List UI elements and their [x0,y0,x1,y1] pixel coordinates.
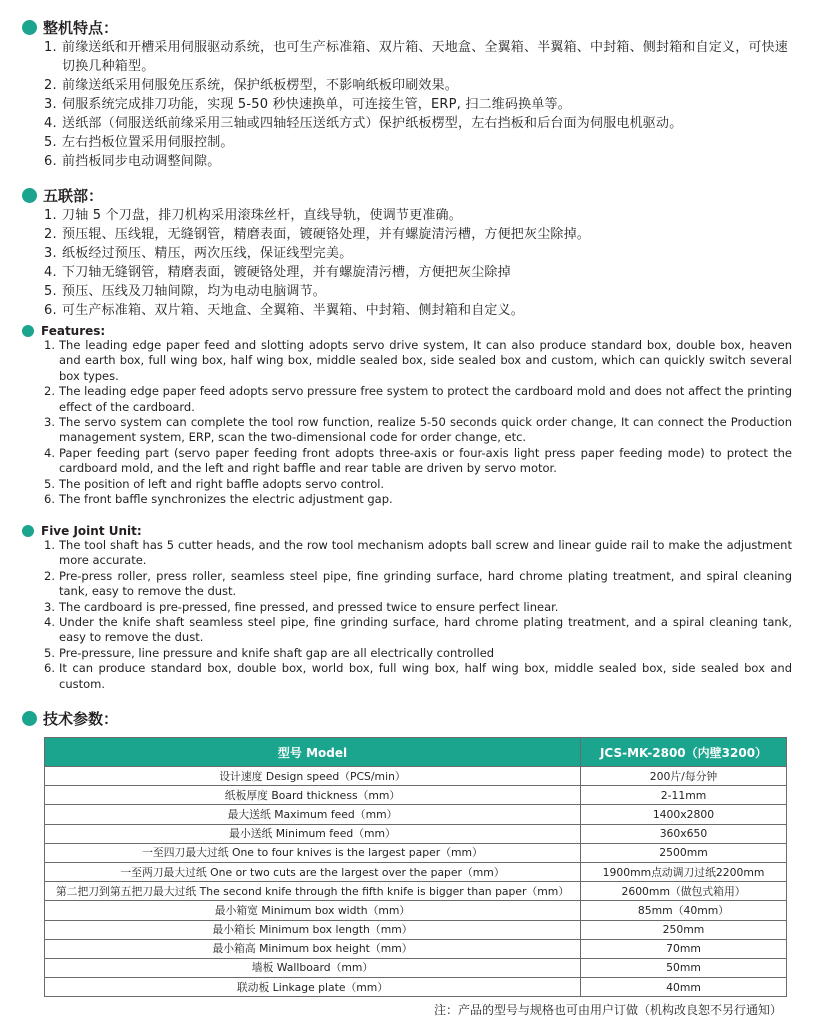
spec-parameter: 纸板厚度 Board thickness（mm） [45,786,581,805]
features-en-section [22,324,792,507]
five-en-section [22,524,792,692]
list-item-text: 前缘送纸和开槽采用伺服驱动系统，也可生产标准箱、双片箱、天地盒、全翼箱、半翼箱、中封箱、侧封箱和自定义，可快速切换几种箱型。 [62,40,789,74]
list-item-number: 4. [44,116,57,131]
spec-value: 40mm [581,978,787,997]
header-model: 型号 Model [45,738,581,767]
features-cn-section [22,17,792,171]
list-item-number: 1. [44,208,57,223]
list-item-text: 前挡板同步电动调整间隙。 [62,154,221,169]
list-item-text: The leading edge paper feed adopts servo pressure free system to protect the cardboard mold and does not affect the printing effect of the cardboard. [59,384,792,414]
list-item [44,646,792,661]
list-item-number: 4. [44,615,55,630]
list-item-number: 6. [44,154,57,169]
list-item [44,415,792,446]
spec-parameter: 联动板 Linkage plate（mm） [45,978,581,997]
list-item-text: 可生产标准箱、双片箱、天地盒、全翼箱、半翼箱、中封箱、侧封箱和自定义。 [62,303,525,318]
specs-section [22,708,792,729]
list-item [44,569,792,600]
list-item [44,263,792,282]
list-item [44,152,792,171]
features-cn-title: 整机特点： [43,19,119,37]
list-item [44,446,792,477]
table-row [45,805,787,824]
spec-parameter: 第二把刀到第五把刀最大过纸 The second knife through the fifth knife is bigger than paper（mm） [45,882,581,901]
list-item-number: 5. [44,645,55,660]
spec-parameter: 最小送纸 Minimum feed（mm） [45,824,581,843]
specs-heading [22,708,792,729]
list-item-text: 预压、压线及刀轴间隙，均为电动电脑调节。 [62,284,327,299]
list-item [44,282,792,301]
footnote: 注：产品的型号与规格也可由用户订做（机构改良恕不另行通知） [433,1003,782,1017]
features-cn-heading [22,17,792,38]
list-item-text: The leading edge paper feed and slotting adopts servo drive system, It can also produce standard box, double box, heaven and earth box, full wing box, half wing box, middle sealed box, side sealed box and custom, which can quickly switch several box types. [59,338,792,383]
list-item-number: 2. [44,227,57,242]
list-item [44,114,792,133]
spec-table-body [45,767,787,997]
list-item-text: 送纸部（伺服送纸前缘采用三轴或四轴轻压送纸方式）保护纸板楞型，左右挡板和后台面为伺服电机驱动。 [62,116,683,131]
list-item-number: 2. [44,568,55,583]
list-item-number: 4. [44,265,57,280]
features-en-heading [22,324,792,338]
five-en-title: Five Joint Unit: [41,524,142,538]
bullet-dot-icon [22,20,37,35]
spec-parameter: 一至两刀最大过纸 One or two cuts are the largest over the paper（mm） [45,862,581,881]
list-item-text: 预压辊、压线辊，无缝钢管，精磨表面，镀硬铬处理，并有螺旋清污槽，方便把灰尘除掉。 [62,227,591,242]
table-row [45,767,787,786]
list-item-number: 5. [44,284,57,299]
list-item-text: The servo system can complete the tool row function, realize 5-50 seconds quick order change, It can connect the Production management system, ERP, scan the two-dimensional code for order change, etc. [59,415,792,445]
list-item [44,38,792,76]
list-item-number: 3. [44,97,57,112]
table-row [45,786,787,805]
list-item-text: Under the knife shaft seamless steel pipe, fine grinding surface, hard chrome plating treatment, and a spiral cleaning tank, easy to remove the dust. [59,615,792,645]
list-item-text: Pre-press roller, press roller, seamless steel pipe, fine grinding surface, hard chrome plating treatment, and spiral cleaning tank, easy to remove the dust. [59,568,792,599]
list-item-number: 3. [44,599,55,614]
five-cn-heading [22,185,792,206]
spec-value: 250mm [581,920,787,939]
list-item-text: It can produce standard box, double box, world box, full wing box, half wing box, middle sealed box, side sealed box and custom. [59,661,792,691]
list-item [44,477,792,492]
spec-value: 2-11mm [581,786,787,805]
specs-title: 技术参数： [43,710,119,728]
table-row [45,958,787,977]
list-item-number: 6. [44,661,55,676]
list-item-text: The tool shaft has 5 cutter heads, and the row tool mechanism adopts ball screw and linear guide rail to make the adjustment more accurate. [59,538,792,568]
spec-value: 1900mm点动调刀过纸2200mm [581,862,787,881]
list-item-number: 6. [44,492,55,507]
header-model-value: JCS-MK-2800（内壁3200） [581,738,787,767]
table-row [45,843,787,862]
list-item-text: 前缘送纸采用伺服免压系统，保护纸板楞型，不影响纸板印刷效果。 [62,78,459,93]
list-item-text: 左右挡板位置采用伺服控制。 [62,135,234,150]
list-item [44,492,792,507]
table-row [45,862,787,881]
list-item [44,76,792,95]
five-en-list [44,538,792,692]
spec-value: 2600mm（做包式箱用） [581,882,787,901]
list-item-text: 纸板经过预压、精压，两次压线，保证线型完美。 [62,246,353,261]
five-en-heading [22,524,792,538]
list-item-text: Pre-pressure, line pressure and knife shaft gap are all electrically controlled [59,645,495,660]
list-item-number: 2. [44,78,57,93]
five-cn-title: 五联部： [43,187,104,205]
spec-value: 1400x2800 [581,805,787,824]
list-item [44,133,792,152]
list-item-text: 刀轴 5 个刀盘，排刀机构采用滚珠丝杆，直线导轨，使调节更准确。 [62,208,462,223]
features-cn-list [44,38,792,171]
list-item-number: 3. [44,246,57,261]
list-item-number: 1. [44,40,57,55]
spec-table-header [45,738,787,767]
bullet-dot-icon [22,525,34,537]
spec-table [44,737,787,997]
list-item [44,538,792,569]
spec-value: 200片/每分钟 [581,767,787,786]
bullet-dot-icon [22,711,37,726]
list-item [44,225,792,244]
list-item-number: 5. [44,476,55,491]
five-cn-list [44,206,792,320]
list-item-number: 3. [44,415,55,430]
spec-value: 360x650 [581,824,787,843]
spec-value: 70mm [581,939,787,958]
list-item [44,301,792,320]
list-item-text: The cardboard is pre-pressed, fine pressed, and pressed twice to ensure perfect linear. [59,599,559,614]
list-item [44,206,792,225]
list-item-number: 2. [44,384,55,399]
five-cn-section [22,185,792,320]
features-en-list [44,338,792,507]
spec-value: 2500mm [581,843,787,862]
spec-parameter: 最小箱长 Minimum box length（mm） [45,920,581,939]
spec-parameter: 设计速度 Design speed（PCS/min） [45,767,581,786]
spec-value: 50mm [581,958,787,977]
table-row [45,901,787,920]
list-item [44,95,792,114]
list-item-text: The position of left and right baffle adopts servo control. [59,476,385,491]
list-item-number: 6. [44,303,57,318]
bullet-dot-icon [22,188,37,203]
spec-parameter: 最小箱宽 Minimum box width（mm） [45,901,581,920]
spec-value: 85mm（40mm） [581,901,787,920]
list-item [44,600,792,615]
spec-parameter: 最小箱高 Minimum box height（mm） [45,939,581,958]
spec-parameter: 最大送纸 Maximum feed（mm） [45,805,581,824]
list-item-text: Paper feeding part (servo paper feeding front adopts three-axis or four-axis light press paper feeding mode) to protect the cardboard mold, and the left and right baffle and rear table are driven by servo motor. [59,445,792,476]
table-row [45,882,787,901]
bullet-dot-icon [22,325,34,337]
table-row [45,824,787,843]
list-item-number: 1. [44,538,55,552]
list-item-text: The front baffle synchronizes the electric adjustment gap. [59,492,393,507]
list-item [44,384,792,415]
list-item-text: 下刀轴无缝钢管，精磨表面，镀硬铬处理，并有螺旋清污槽，方便把灰尘除掉 [62,265,511,280]
list-item-text: 伺服系统完成排刀功能，实现 5-50 秒快速换单，可连接生管，ERP, 扫二维码换单等。 [62,97,571,112]
list-item [44,615,792,646]
table-row [45,978,787,997]
list-item-number: 5. [44,135,57,150]
features-en-title: Features: [41,324,106,338]
spec-parameter: 墙板 Wallboard（mm） [45,958,581,977]
table-row [45,939,787,958]
list-item-number: 4. [44,445,55,460]
list-item-number: 1. [44,338,55,352]
spec-parameter: 一至四刀最大过纸 One to four knives is the largest paper（mm） [45,843,581,862]
list-item [44,661,792,692]
table-row [45,920,787,939]
list-item [44,338,792,384]
list-item [44,244,792,263]
